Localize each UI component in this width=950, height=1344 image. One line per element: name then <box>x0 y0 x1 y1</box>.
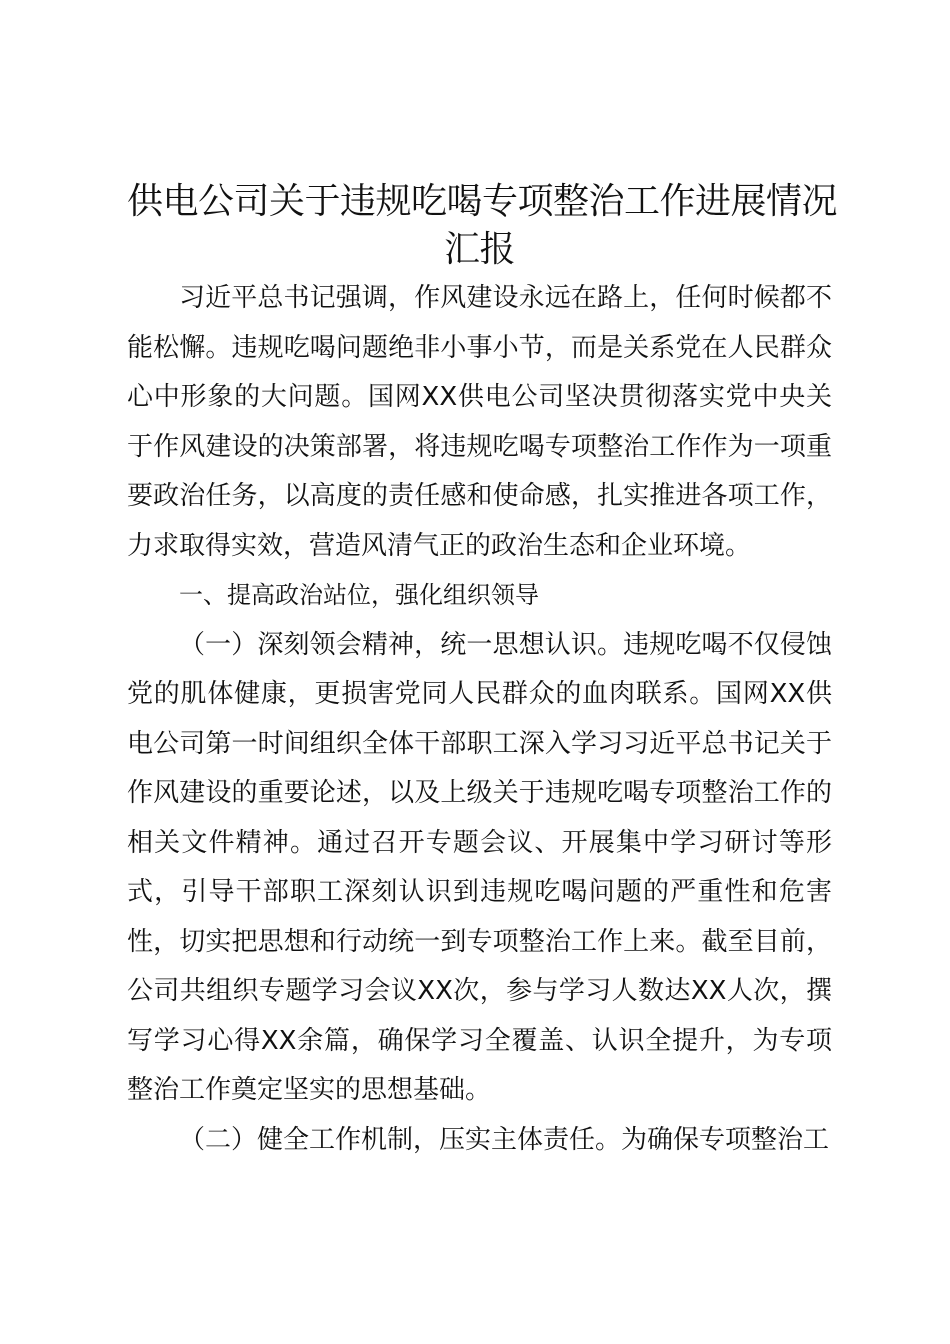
document-page <box>127 178 838 1165</box>
intro-paragraph: 习近平总书记强调，作风建设永远在路上，任何时候都不能松懈。违规吃喝问题绝非小事小节，而是关系党在人民群众心中形象的大问题。国网XX供电公司坚决贯彻落实党中央关于作风建设的决策部署，将违规吃喝专项整治工作作为一项重要政治任务，以高度的责任感和使命感，扎实推进各项工作，力求取得实效，营造风清气正的政治生态和企业环境。 <box>127 283 832 561</box>
title-line-1: 供电公司关于违规吃喝专项整治工作进展情况 <box>127 181 838 222</box>
section1-paragraph-2: （二）健全工作机制，压实主体责任。为确保专项整治工 <box>179 1124 830 1155</box>
title-line-2: 汇报 <box>443 229 515 270</box>
section1-paragraph-1: （一）深刻领会精神，统一思想认识。违规吃喝不仅侵蚀党的肌体健康，更损害党同人民群众的血肉联系。国网XX供电公司第一时间组织全体干部职工深入学习习近平总书记关于作风建设的重要论述，以及上级关于违规吃喝专项整治工作的相关文件精神。通过召开专题会议、开展集中学习研讨等形式，引导干部职工深刻认识到违规吃喝问题的严重性和危害性，切实把思想和行动统一到专项整治工作上来。截至目前，公司共组织专题学习会议XX次，参与学习人数达XX人次，撰写学习心得XX余篇，确保学习全覆盖、认识全提升，为专项整治工作奠定坚实的思想基础。 <box>127 629 832 1105</box>
document-title <box>127 178 838 274</box>
section-heading-1: 一、提高政治站位，强化组织领导 <box>179 581 539 609</box>
